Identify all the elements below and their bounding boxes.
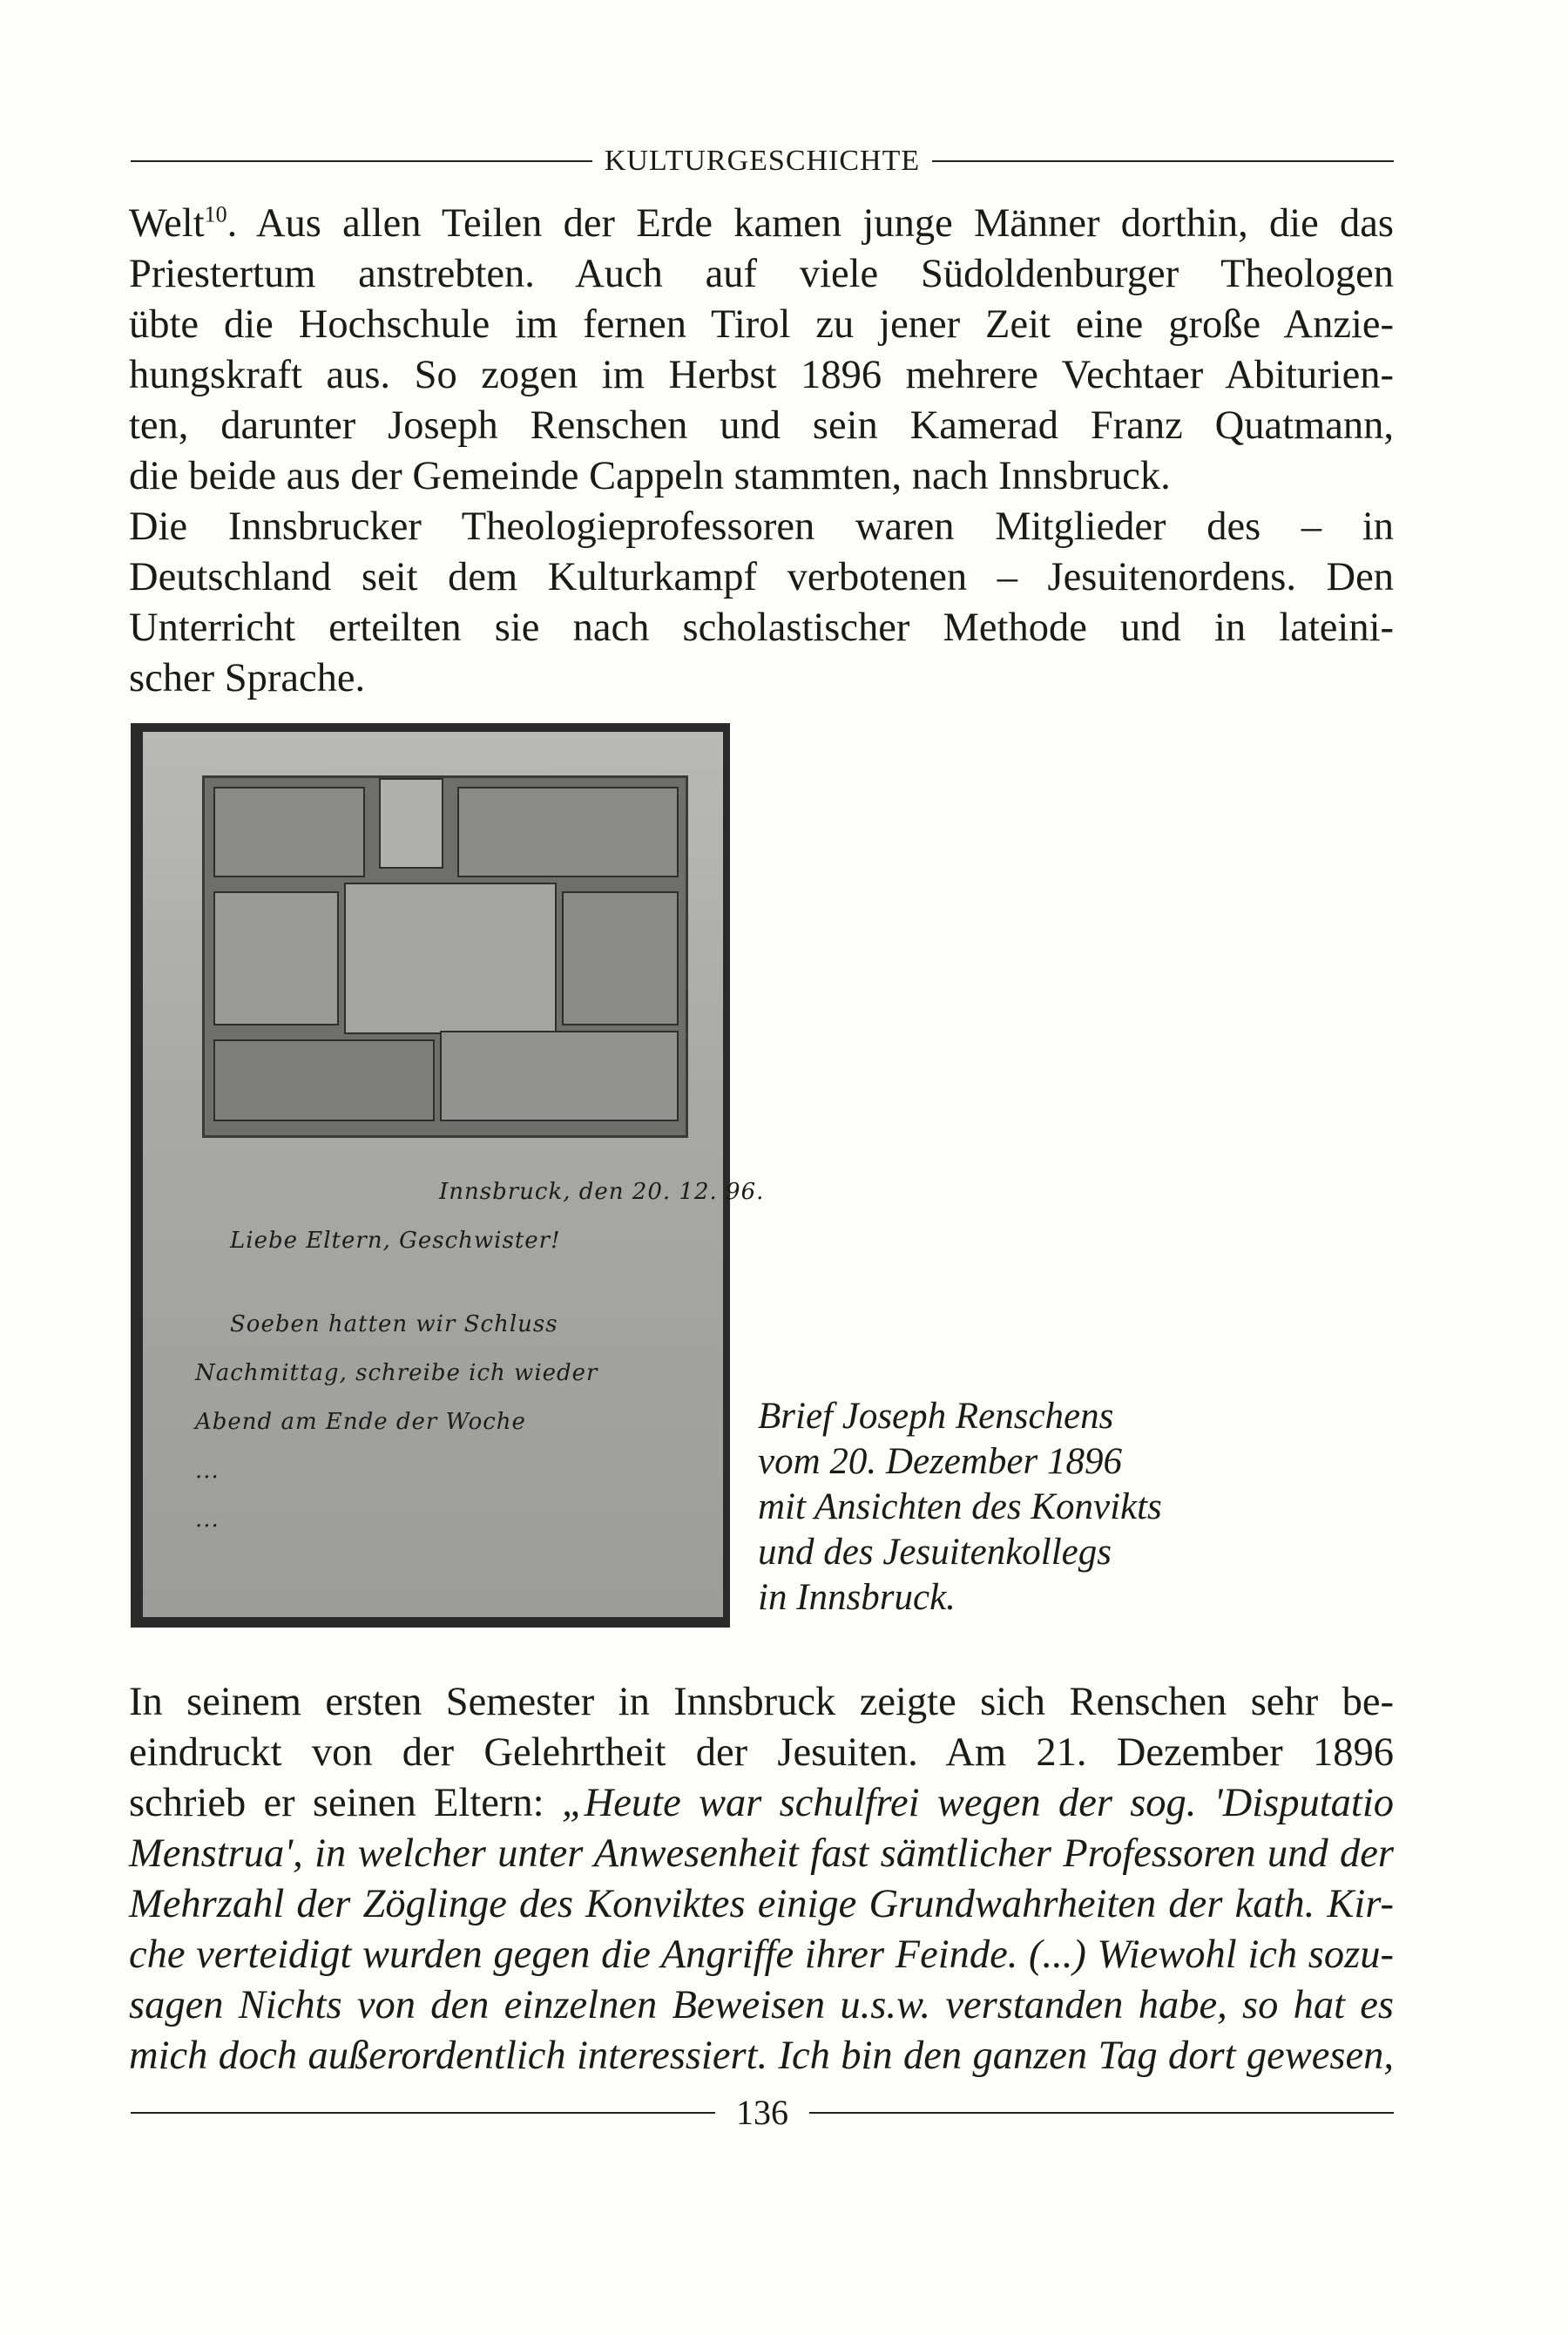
- footnote-ref: 10: [204, 201, 227, 227]
- text-line: Priestertum anstrebten. Auch auf viele Südoldenburger Theologen: [129, 252, 1394, 296]
- text-line: ten, darunter Joseph Renschen und sein Kamerad Franz Quatmann,: [129, 403, 1394, 448]
- paragraph-1: [129, 199, 1394, 502]
- engraving-panel-church-interior: [213, 891, 339, 1025]
- caption-line: vom 20. Dezember 1896: [758, 1441, 1122, 1482]
- caption-line: und des Jesuitenkollegs: [758, 1532, 1112, 1573]
- paragraph-3: [129, 1677, 1394, 2081]
- caption-line: in Innsbruck.: [758, 1577, 956, 1618]
- caption-line: mit Ansichten des Konvikts: [758, 1486, 1162, 1527]
- text-line: Die Innsbrucker Theologieprofessoren waren Mitglieder des – in: [129, 504, 1394, 549]
- engraving-panel-city: [213, 1039, 435, 1121]
- handwritten-letter: [195, 1168, 765, 1544]
- page-number: 136: [736, 2093, 788, 2132]
- text-line: die beide aus der Gemeinde Cappeln stammten, nach Innsbruck.: [129, 454, 1171, 498]
- text-line: übte die Hochschule im fernen Tirol zu jener Zeit eine große Anzie-: [129, 302, 1394, 347]
- engraving-panel-landscape: [213, 787, 365, 877]
- quote-line: mich doch außerordentlich interessiert. Ich bin den ganzen Tag dort gewesen,: [129, 2034, 1394, 2078]
- handwriting-line: Soeben hatten wir Schluss: [230, 1311, 558, 1337]
- quote-line: che verteidigt wurden gegen die Angriffe ihrer Feinde. (...) Wiewohl ich sozu-: [129, 1932, 1394, 1977]
- quote-line: Menstrua', in welcher unter Anwesenheit fast sämtlicher Professoren und der: [129, 1831, 1394, 1876]
- text-line: scher Sprache.: [129, 656, 366, 700]
- engraving-panel-hall: [562, 891, 679, 1025]
- letter-photograph: [131, 723, 765, 1628]
- text-line: schrieb er seinen Eltern: „Heute war schulfrei wegen der sog. 'Disputatio: [129, 1781, 1394, 1825]
- text-line: Unterricht erteilten sie nach scholastischer Methode und in lateini-: [129, 606, 1394, 650]
- header-rule-right: [932, 160, 1394, 162]
- handwriting-line: Abend am Ende der Woche: [195, 1409, 526, 1435]
- running-header: [131, 146, 1394, 176]
- text-line: hungskraft aus. So zogen im Herbst 1896 mehrere Vechtaer Abiturien-: [129, 353, 1394, 397]
- header-rule-left: [131, 160, 592, 162]
- footer-rule-left: [131, 2112, 715, 2114]
- text-line: In seinem ersten Semester in Innsbruck zeigte sich Renschen sehr be-: [129, 1680, 1394, 1724]
- engraving-panel-college: [440, 1031, 679, 1121]
- paragraph-2: [129, 502, 1394, 704]
- letter-paper: [143, 732, 765, 1617]
- footer-rule-right: [809, 2112, 1394, 2114]
- engraving-panel-saint: [379, 778, 443, 869]
- caption-line: Brief Joseph Renschens: [758, 1396, 1114, 1437]
- header-title: KULTURGESCHICHTE: [604, 145, 921, 177]
- quote-text: „Heute war schulfrei wegen der sog. 'Disputatio: [561, 1781, 1394, 1825]
- page-footer: [131, 2095, 1394, 2130]
- text-line: Welt$^{10}$. Aus allen Teilen der Erde kamen junge Männer dorthin, die das: [129, 201, 1394, 246]
- text-line: eindruckt von der Gelehrtheit der Jesuiten. Am 21. Dezember 1896: [129, 1730, 1394, 1775]
- body-text-top: [129, 199, 1394, 704]
- engraving-panel-mountains: [457, 787, 679, 877]
- handwriting-line: Liebe Eltern, Geschwister!: [230, 1228, 561, 1254]
- engraving-panel-convict: [344, 883, 557, 1034]
- quote-line: sagen Nichts von den einzelnen Beweisen u.s.w. verstanden habe, so hat es: [129, 1983, 1394, 2027]
- handwriting-line: ...: [195, 1506, 220, 1533]
- text-line: Deutschland seit dem Kulturkampf verbotenen – Jesuitenordens. Den: [129, 555, 1394, 599]
- handwriting-line: Innsbruck, den 20. 12. 96.: [439, 1179, 765, 1205]
- engraving-views: [202, 775, 688, 1138]
- handwriting-line: Nachmittag, schreibe ich wieder: [195, 1360, 598, 1386]
- body-text-bottom: [129, 1677, 1394, 2081]
- quote-line: Mehrzahl der Zöglinge des Konviktes einige Grundwahrheiten der kath. Kir-: [129, 1882, 1394, 1926]
- figure-caption: [758, 1394, 1368, 1621]
- handwriting-line: ...: [195, 1458, 220, 1484]
